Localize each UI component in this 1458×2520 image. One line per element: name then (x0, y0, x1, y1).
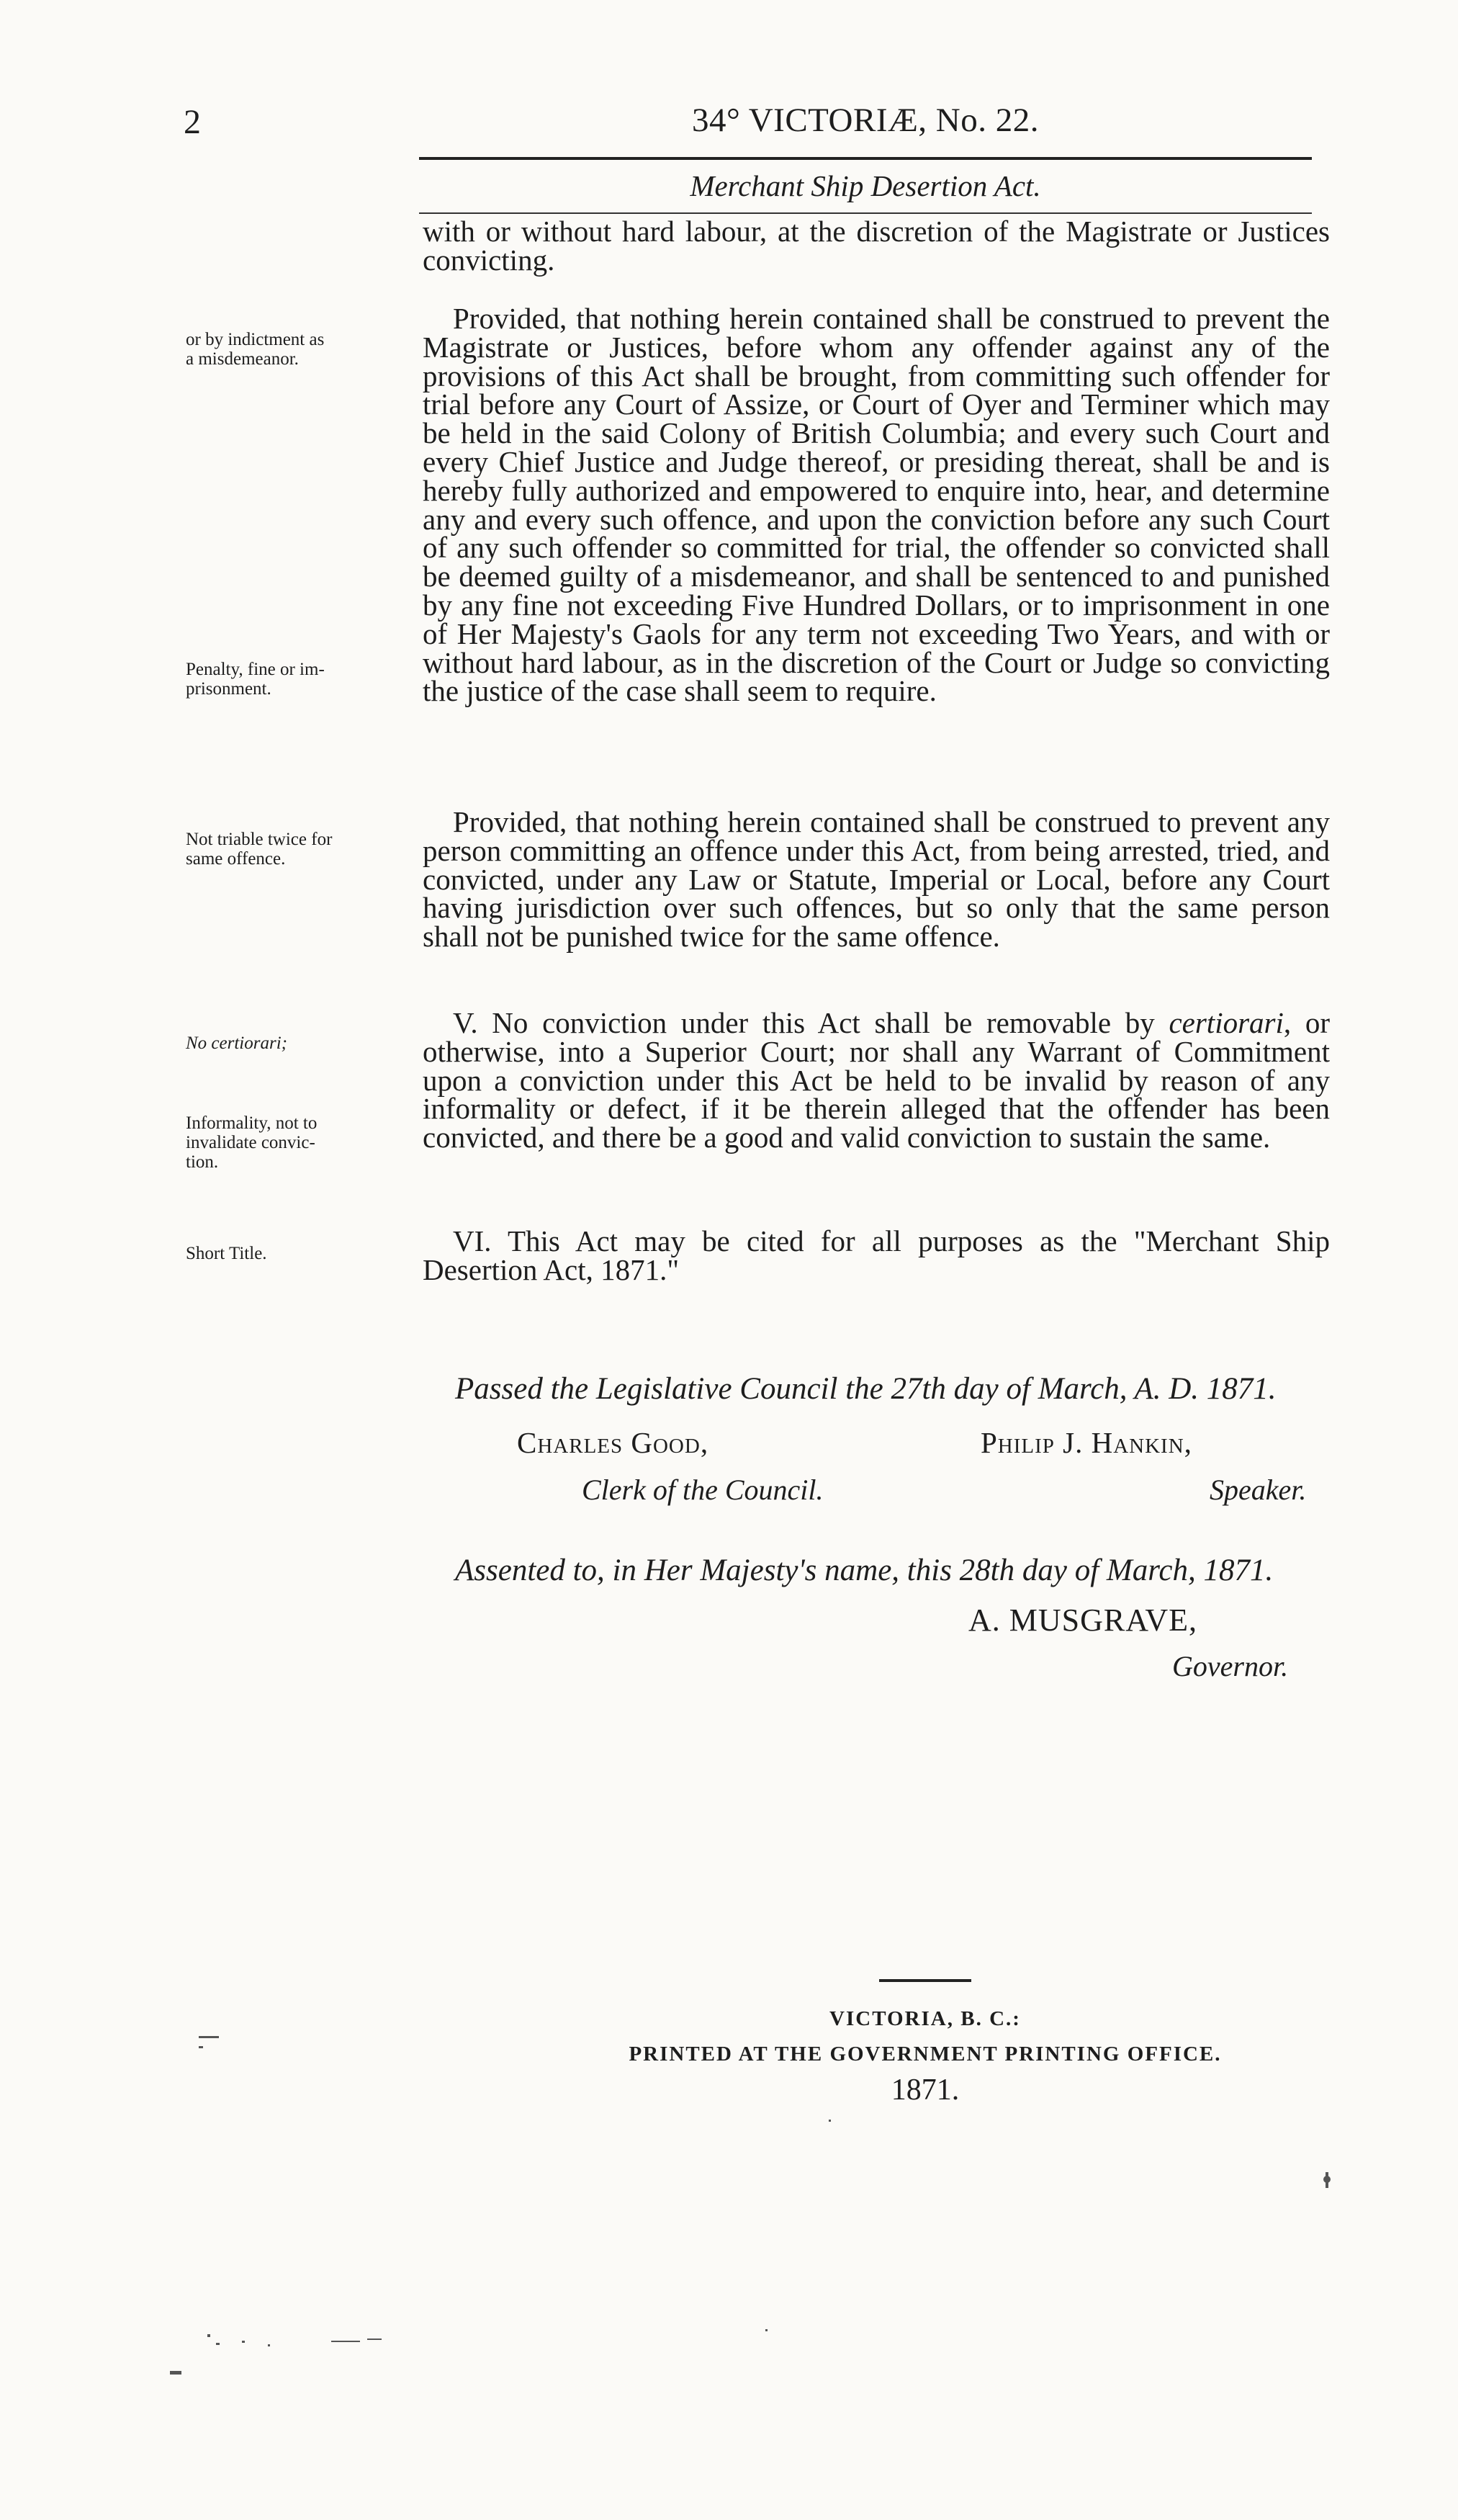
passed-statement: Passed the Legislative Council the 27th day of March, A. D. 1871. (455, 1372, 1277, 1406)
margin-note-line: invalidate convic- (186, 1133, 315, 1152)
margin-note-line: prisonment. (186, 679, 271, 699)
subtitle-rule (419, 212, 1312, 214)
ink-speck (1326, 2172, 1328, 2188)
margin-note-line: Not triable twice for (186, 830, 333, 849)
ink-speck (367, 2339, 382, 2340)
margin-note-not-triable (186, 830, 415, 869)
margin-note-penalty (186, 660, 415, 699)
section-v-certiorari: certiorari (1169, 1006, 1284, 1039)
ink-speck (170, 2371, 181, 2375)
section-v-paragraph (423, 1006, 1330, 1154)
margin-note-line: Short Title. (186, 1244, 267, 1263)
ink-speck (765, 2329, 768, 2331)
section-vi-paragraph (423, 1224, 1330, 1286)
clerk-name: Charles Good, (517, 1426, 709, 1459)
margin-note-certiorari (186, 1033, 415, 1053)
ink-speck (199, 2036, 219, 2038)
margin-note-line: Informality, not to (186, 1113, 318, 1133)
imprint-year: 1871. (891, 2073, 960, 2107)
margin-note-line: Penalty, fine or im- (186, 660, 325, 679)
imprint-printer: PRINTED AT THE GOVERNMENT PRINTING OFFICE. (629, 2043, 1222, 2066)
governor-title: Governor. (1172, 1650, 1289, 1682)
paragraph-text: Provided, that nothing herein contained shall be construed to prevent any person committing an offence under this Act, from being arrested, tried, and convicted, under any Law or Statute, Imperial or Local, before any Court having jurisdiction over such offences, but so only that the same person shall not be punished twice for the same offence. (423, 805, 1330, 954)
ink-speck (1323, 2176, 1331, 2183)
imprint-place: VICTORIA, B. C.: (829, 2007, 1021, 2030)
page-number: 2 (184, 103, 201, 141)
act-subtitle: Merchant Ship Desertion Act. (690, 169, 1041, 202)
speaker-name: Philip J. Hankin, (981, 1426, 1192, 1459)
margin-note-short-title (186, 1244, 415, 1263)
ink-speck (829, 2120, 831, 2122)
header-rule (419, 157, 1312, 160)
ink-speck (268, 2344, 270, 2346)
section-v-text-start: V. No conviction under this Act shall be removable by (453, 1006, 1169, 1039)
assent-statement: Assented to, in Her Majesty's name, this 28th day of March, 1871. (455, 1553, 1274, 1587)
paragraph-proviso-indictment (423, 302, 1330, 708)
clerk-title: Clerk of the Council. (582, 1474, 824, 1506)
margin-note-line: No certiorari; (186, 1033, 287, 1053)
ink-speck (199, 2046, 203, 2048)
margin-note-line: same offence. (186, 849, 286, 869)
paragraph-continuation: with or without hard labour, at the discretion of the Magistrate or Justices convicting. (423, 215, 1330, 277)
ink-speck (216, 2343, 220, 2345)
margin-note-line: a misdemeanor. (186, 349, 299, 369)
ink-speck (331, 2341, 360, 2342)
margin-note-line: or by indictment as (186, 330, 325, 349)
footer-rule (879, 1979, 971, 1982)
speaker-title: Speaker. (1210, 1474, 1307, 1506)
paragraph-text: Provided, that nothing herein contained shall be construed to prevent the Magistrate or Justices, before whom any offender against any of the provisions of this Act shall be brought, from committing such offender for trial before any Court of Assize, or Court of Oyer and Terminer which may be held in the said Colony of British Columbia; and every such Court and every Chief Justice and Judge thereof, or presiding thereat, shall be and is hereby fully authorized and empowered to enquire into, hear, and determine any and every such offence, and upon the conviction before any such Court of any such offender so committed for trial, the offender so convicted shall be deemed guilty of a misdemeanor, and shall be sentenced to and punished by any fine not exceeding Five Hundred Dollars, or to imprisonment in one of Her Majesty's Gaols for any term not exceeding Two Years, and with or without hard labour, as in the discretion of the Court or Judge so convicting the justice of the case shall seem to require. (423, 302, 1330, 708)
ink-speck (242, 2341, 245, 2343)
ink-speck (207, 2334, 210, 2337)
governor-name: A. MUSGRAVE, (968, 1602, 1198, 1638)
paragraph-proviso-not-twice (423, 805, 1330, 954)
margin-note-indictment (186, 330, 415, 369)
section-v-text-end: , or otherwise, into a Superior Court; nor shall any Warrant of Commitment upon a conviction under this Act be held to be invalid by reason of any informality or defect, if it be therein alleged that the offender has been convicted, and there be a good and valid conviction to sustain the same. (423, 1006, 1330, 1154)
margin-note-informality (186, 1113, 415, 1172)
running-head: 34° VICTORIÆ, No. 22. (692, 102, 1039, 139)
margin-note-line: tion. (186, 1152, 219, 1172)
paragraph-text: VI. This Act may be cited for all purposes as the "Merchant Ship Desertion Act, 1871." (423, 1224, 1330, 1286)
